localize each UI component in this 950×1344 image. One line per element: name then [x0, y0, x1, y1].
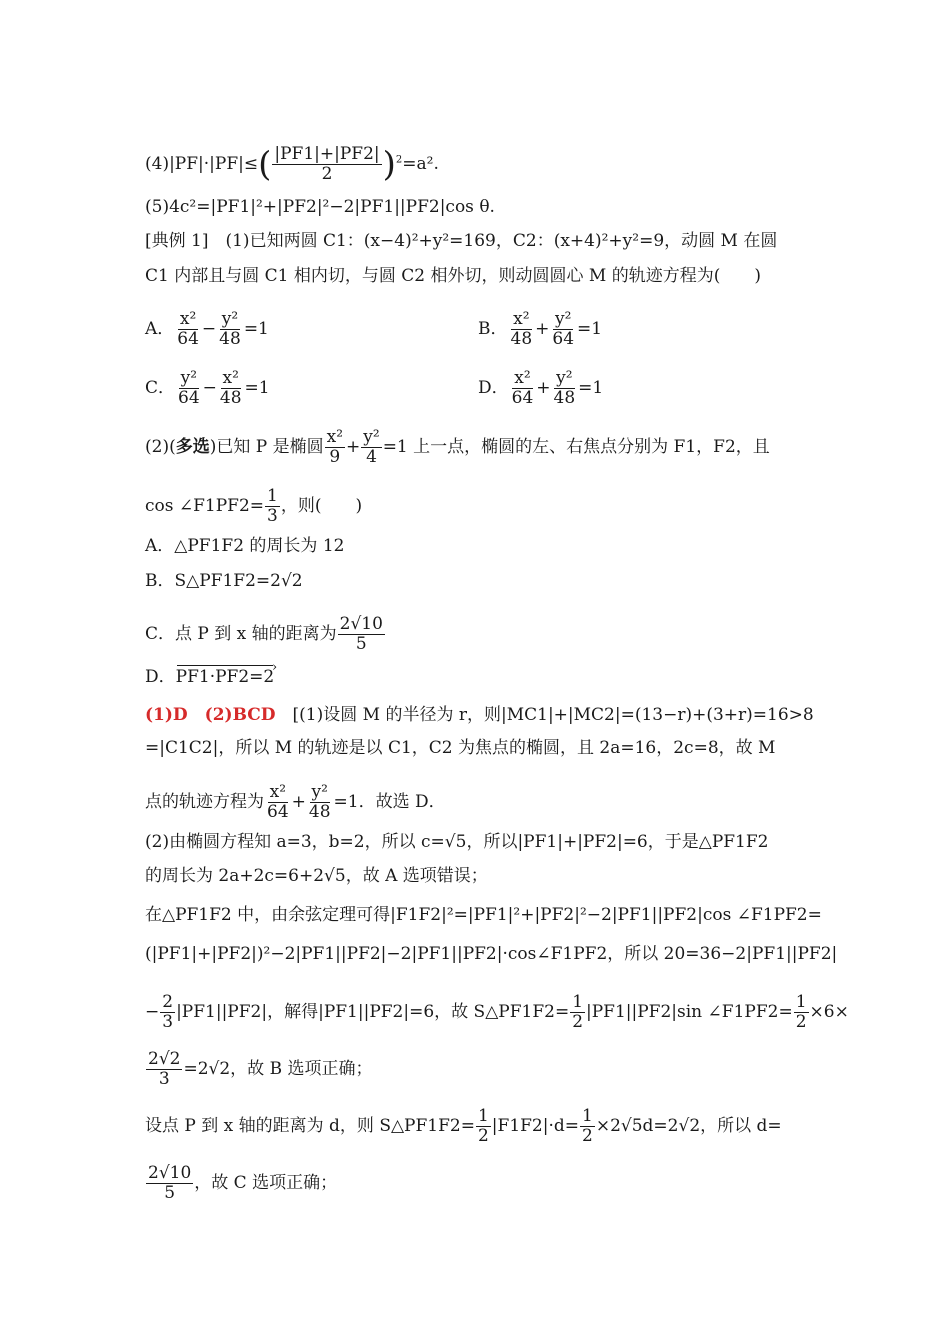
q2-option-c: C．点 P 到 x 轴的距离为 $\frac{2√10}{5}$ [145, 614, 383, 654]
solution-line9: $\frac{2√2}{3}$ =2√2，故 B 选项正确； [148, 1049, 373, 1089]
property-4-le: |≤ [238, 154, 259, 174]
q1-option-b: B． $\frac{\text{x²}}{48}$ + $\frac{\text{y²}}{64}$ =1 [478, 309, 603, 349]
q1-option-c: C． $\frac{\text{y²}}{64}$ − $\frac{\text{x²}}{48}$ =1 [145, 368, 270, 408]
multi-select-tag: 多选 [175, 437, 210, 457]
example-q2-line2: cos ∠F1PF2= $\frac{1}{3}$ ，则( ) [145, 486, 363, 526]
solution-line10: 设点 P 到 x 轴的距离为 d，则 S△PF1F2= $\frac{1}{2}$ |F1F2|·d= $\frac{1}{2}$ ×2√5d=2√2，所以 d= [145, 1106, 782, 1146]
solution-line8: − $\frac{2}{3}$ |PF1||PF2|，解得|PF1||PF2|=6，故 S△PF1F2= $\frac{1}{2}$ |PF1||PF2|sin ∠F1PF2= $\frac{1}{2}$ ×6× [145, 992, 849, 1032]
solution-line7: (|PF1|+|PF2|)²−2|PF1||PF2|−2|PF1||PF2|·cos∠F1PF2，所以 20=36−2|PF1||PF2| [145, 944, 838, 964]
property-4-fraction: $\frac{|PF1|+|PF2|}{2}$ [274, 144, 380, 184]
example-label: [典例 1] [145, 231, 209, 251]
q1-option-d: D． $\frac{\text{x²}}{64}$ + $\frac{\text{y²}}{48}$ =1 [478, 368, 604, 408]
property-4-end: =a². [402, 154, 439, 174]
property-5: (5)4c²=|PF1|²+|PF2|²−2|PF1||PF2|cos θ. [145, 197, 495, 217]
solution-line11: $\frac{2√10}{5}$ ，故 C 选项正确； [148, 1163, 338, 1203]
example-q1-line2: C1 内部且与圆 C1 相内切，与圆 C2 相外切，则动圆圆心 M 的轨迹方程为( ) [145, 266, 761, 286]
solution-line4: (2)由椭圆方程知 a=3，b=2，所以 c=√5，所以|PF1|+|PF2|=6，于是△PF1F2 [145, 832, 769, 852]
q1-option-a: A． $\frac{\text{x²}}{64}$ − $\frac{\text{y²}}{48}$ =1 [145, 309, 269, 349]
answer: (1)D (2)BCD [145, 705, 276, 725]
example-q1-line1: [典例 1] (1)已知两圆 C1：(x−4)²+y²=169，C2：(x+4)²+y²=9，动圆 M 在圆 [145, 231, 778, 251]
property-4-mid: |·|PF [198, 154, 239, 174]
q2-option-b: B．S△PF1F2=2√2 [145, 571, 303, 591]
solution-line6: 在△PF1F2 中，由余弦定理可得|F1F2|²=|PF1|²+|PF2|²−2|PF1||PF2|cos ∠F1PF2= [145, 905, 822, 925]
solution-line2: =|C1C2|，所以 M 的轨迹是以 C1，C2 为焦点的椭圆，且 2a=16，2c=8，故 M [145, 738, 776, 758]
example-q2-line1: (2)(多选)已知 P 是椭圆 $\frac{\text{x²}}{9}$ + $\frac{\text{y²}}{4}$ =1 上一点，椭圆的左、右焦点分别为 F1，F2，且 [145, 427, 770, 467]
solution-line3: 点的轨迹方程为 $\frac{\text{x²}}{64}$ + $\frac{\text{y²}}{48}$ =1．故选 D． [145, 782, 446, 822]
q2-option-d: D．PF1·PF2=2 › [145, 666, 815, 688]
q2-option-a: A．△PF1F2 的周长为 12 [145, 536, 345, 556]
solution-line5: 的周长为 2a+2c=6+2√5，故 A 选项错误； [145, 866, 488, 886]
property-4: (4)|PF|·|PF|≤( $\frac{|PF1|+|PF2|}{2}$ )$^2$=a². [145, 144, 439, 185]
property-4-start: (4)|PF [145, 154, 199, 174]
solution-line1: (1)D (2)BCD [(1)设圆 M 的半径为 r，则|MC1|+|MC2|=(13−r)+(3+r)=16>8 [145, 705, 814, 725]
